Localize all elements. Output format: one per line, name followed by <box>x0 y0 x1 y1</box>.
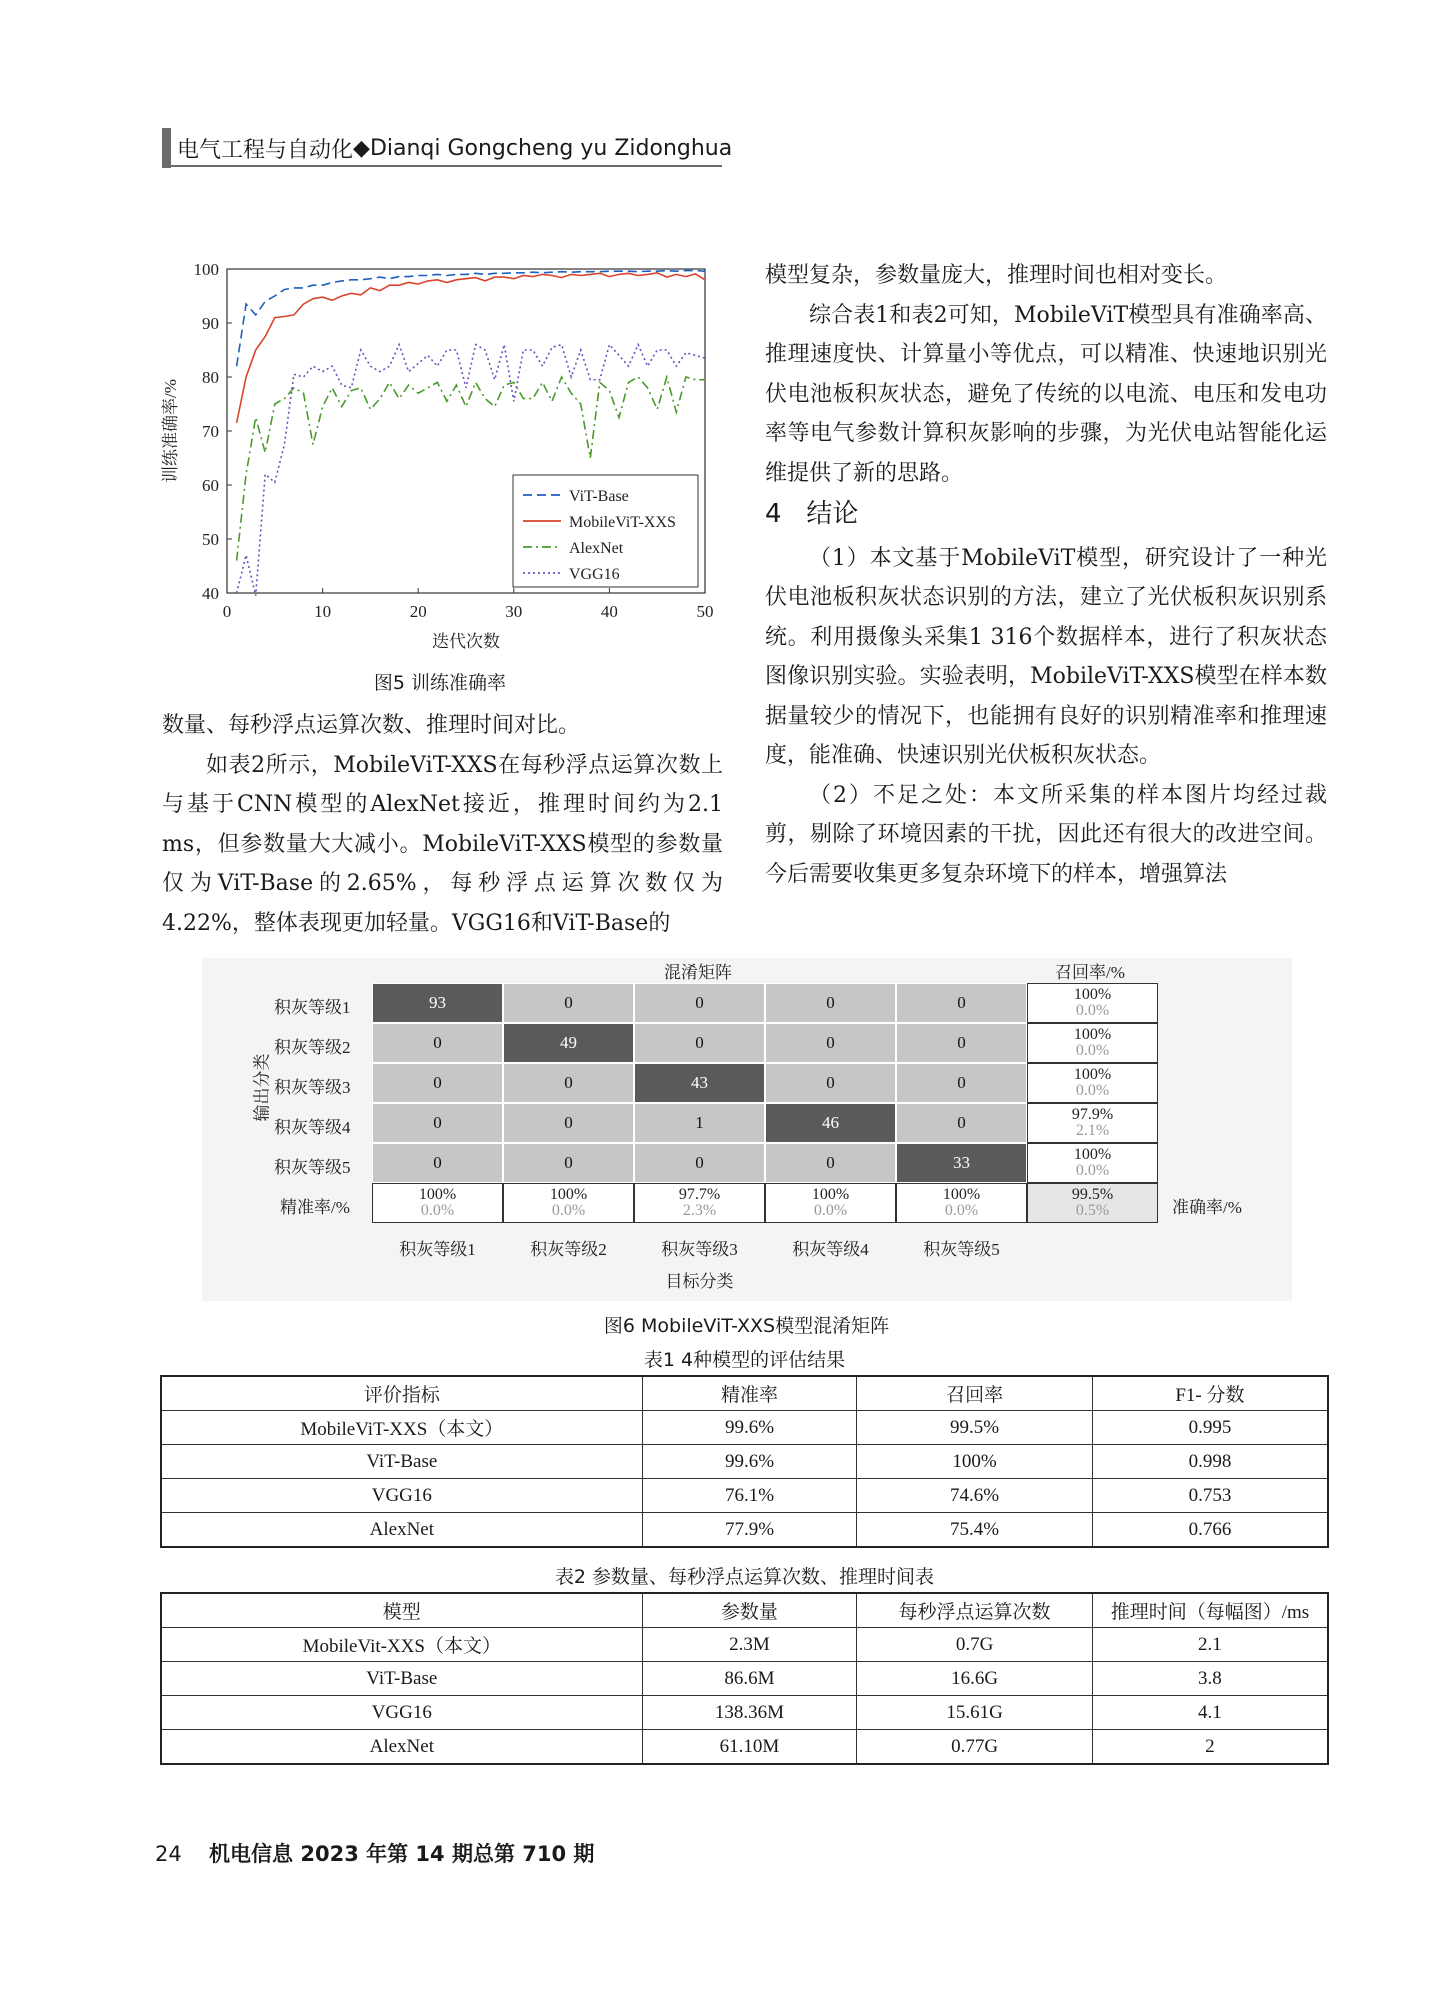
table-cell: 76.1% <box>642 1479 857 1513</box>
left-paragraph-2: 如表2所示，MobileViT-XXS在每秒浮点运算次数上与基于CNN模型的AlexNet接近，推理时间约为2.1 ms，但参数量大大减小。MobileViT-XXS模型的参数量仅为ViT-Base的2.65%，每秒浮点运算次数仅为4.22%，整体表现更加轻量。VGG16和ViT-Base的 <box>162 752 723 936</box>
column-class-label: 积灰等级4 <box>792 1240 869 1259</box>
y-tick-label: 50 <box>202 530 219 549</box>
table-cell: 0.77G <box>857 1730 1093 1765</box>
matrix-cell: 49 <box>503 1023 634 1063</box>
evaluation-table <box>160 1375 1329 1548</box>
table-cell: VGG16 <box>161 1479 642 1513</box>
table-cell: MobileViT-XXS（本文） <box>161 1411 642 1445</box>
column-header: F1- 分数 <box>1092 1376 1328 1411</box>
legend-label: VGG16 <box>569 566 620 583</box>
pct-error: 0.0% <box>1075 1002 1110 1019</box>
figure5-caption: 图5 训练准确率 <box>373 672 507 694</box>
pct-error: 0.0% <box>944 1202 979 1219</box>
x-tick-label: 40 <box>600 602 618 621</box>
y-tick-label: 40 <box>202 584 219 603</box>
pct-correct: 100% <box>1073 986 1112 1003</box>
table-cell: 0.998 <box>1092 1445 1328 1479</box>
table-row <box>161 1445 1328 1479</box>
column-header: 参数量 <box>642 1593 857 1628</box>
recall-header: 召回率/% <box>1055 963 1125 982</box>
column-header: 模型 <box>161 1593 642 1628</box>
journal-name-cn: 电气工程与自动化 <box>177 137 354 163</box>
precision-row-label: 精准率/% <box>280 1198 350 1217</box>
left-column-text <box>162 706 723 943</box>
params-table <box>160 1592 1329 1765</box>
column-class-label: 积灰等级3 <box>661 1240 738 1259</box>
column-header: 推理时间（每幅图）/ms <box>1092 1593 1328 1628</box>
pct-error: 2.1% <box>1075 1122 1110 1139</box>
precision-cell <box>765 1183 896 1223</box>
table-cell: 86.6M <box>642 1662 857 1696</box>
matrix-cell: 0 <box>896 1023 1027 1063</box>
training-accuracy-chart <box>160 255 720 655</box>
matrix-cell: 0 <box>634 983 765 1023</box>
table-cell: 15.61G <box>857 1696 1093 1730</box>
x-tick-label: 0 <box>222 602 232 621</box>
right-paragraph-2: 综合表1和表2可知，MobileViT模型具有准确率高、推理速度快、计算量小等优点，可以精准、快速地识别光伏电池板积灰状态，避免了传统的以电流、电压和发电功率等电气参数计算积灰影响的步骤，为光伏电站智能化运维提供了新的思路。 <box>765 302 1327 486</box>
matrix-cell: 43 <box>634 1063 765 1103</box>
matrix-cell: 0 <box>503 1103 634 1143</box>
column-class-label: 积灰等级2 <box>530 1240 607 1259</box>
recall-cell <box>1027 983 1158 1023</box>
legend-label: MobileViT-XXS <box>569 514 676 531</box>
header-bar <box>162 128 171 168</box>
table-cell: ViT-Base <box>161 1662 642 1696</box>
column-class-label: 积灰等级1 <box>399 1240 476 1259</box>
y-tick-label: 90 <box>202 314 219 333</box>
matrix-cell: 0 <box>634 1023 765 1063</box>
right-paragraph-1: 模型复杂，参数量庞大，推理时间也相对变长。 <box>765 263 1228 288</box>
matrix-cell: 33 <box>896 1143 1027 1183</box>
matrix-cell: 0 <box>634 1143 765 1183</box>
precision-cell <box>896 1183 1027 1223</box>
recall-cell <box>1027 1143 1158 1183</box>
precision-cell <box>634 1183 765 1223</box>
table-cell: 3.8 <box>1092 1662 1328 1696</box>
column-header: 评价指标 <box>161 1376 642 1411</box>
matrix-cell: 0 <box>503 1063 634 1103</box>
right-paragraph-3: （1）本文基于MobileViT模型，研究设计了一种光伏电池板积灰状态识别的方法，建立了光伏板积灰识别系统。利用摄像头采集1 316个数据样本，进行了积灰状态图像识别实验。实验表明，MobileViT-XXS模型在样本数据量较少的情况下，也能拥有良好的识别精准率和推理速度，能准确、快速识别光伏板积灰状态。 <box>765 545 1327 768</box>
pct-correct: 100% <box>811 1186 850 1203</box>
y-tick-label: 100 <box>193 260 219 279</box>
pct-error: 0.0% <box>1075 1162 1110 1179</box>
matrix-cell: 0 <box>503 983 634 1023</box>
journal-name-pinyin: Dianqi Gongcheng yu Zidonghua <box>369 135 733 161</box>
x-tick-label: 20 <box>409 602 427 621</box>
x-tick-label: 10 <box>314 602 332 621</box>
table-cell: 2.1 <box>1092 1628 1328 1662</box>
table-cell: AlexNet <box>161 1513 642 1548</box>
pct-correct: 100% <box>1073 1146 1112 1163</box>
pct-error: 0.0% <box>1075 1042 1110 1059</box>
table-cell: 74.6% <box>857 1479 1093 1513</box>
pct-correct: 100% <box>1073 1066 1112 1083</box>
column-class-label: 积灰等级5 <box>923 1240 1000 1259</box>
x-tick-label: 50 <box>696 602 714 621</box>
table-cell: 99.6% <box>642 1445 857 1479</box>
table-cell: 16.6G <box>857 1662 1093 1696</box>
section-number: 4 <box>765 499 782 529</box>
legend-label: AlexNet <box>569 540 624 557</box>
y-tick-label: 60 <box>202 476 219 495</box>
matrix-cell: 0 <box>372 1103 503 1143</box>
matrix-cell: 0 <box>896 983 1027 1023</box>
pct-error: 0.0% <box>551 1202 586 1219</box>
pct-error: 0.0% <box>813 1202 848 1219</box>
table-row <box>161 1411 1328 1445</box>
matrix-cell: 0 <box>896 1103 1027 1143</box>
figure5-chart <box>160 255 720 655</box>
precision-cell <box>372 1183 503 1223</box>
accuracy-cell <box>1027 1183 1158 1223</box>
x-axis-label: 迭代次数 <box>432 632 500 651</box>
column-header: 精准率 <box>642 1376 857 1411</box>
recall-cell <box>1027 1103 1158 1143</box>
precision-cell <box>503 1183 634 1223</box>
table-cell: 2.3M <box>642 1628 857 1662</box>
table-row <box>161 1513 1328 1548</box>
matrix-cell: 0 <box>765 1023 896 1063</box>
matrix-cell: 93 <box>372 983 503 1023</box>
header-rule <box>162 165 722 167</box>
output-class-axis-label: 输出分类 <box>252 1053 272 1122</box>
matrix-cell: 0 <box>896 1063 1027 1103</box>
table-cell: ViT-Base <box>161 1445 642 1479</box>
matrix-cell: 0 <box>372 1063 503 1103</box>
column-header: 召回率 <box>857 1376 1093 1411</box>
y-tick-label: 80 <box>202 368 219 387</box>
table-cell: VGG16 <box>161 1696 642 1730</box>
running-header <box>162 128 732 168</box>
page-footer <box>155 1838 594 1868</box>
table2-wrapper <box>160 1592 1329 1765</box>
target-class-axis-label: 目标分类 <box>665 1272 734 1291</box>
table-row <box>161 1730 1328 1765</box>
pct-error: 0.5% <box>1075 1202 1110 1219</box>
footer-journal-issue: 机电信息 2023 年第 14 期总第 710 期 <box>209 1842 595 1866</box>
matrix-cell: 0 <box>372 1023 503 1063</box>
table-cell: 99.5% <box>857 1411 1093 1445</box>
table-cell: MobileVit-XXS（本文） <box>161 1628 642 1662</box>
right-column-text <box>765 256 1327 894</box>
y-axis-label: 训练准确率/% <box>161 379 180 483</box>
right-paragraph-4: （2）不足之处：本文所采集的样本图片均经过裁剪，剔除了环境因素的干扰，因此还有很大的改进空间。今后需要收集更多复杂环境下的样本，增强算法 <box>765 782 1327 887</box>
matrix-cell: 0 <box>765 1063 896 1103</box>
table-row <box>161 1662 1328 1696</box>
matrix-cell: 0 <box>503 1143 634 1183</box>
pct-correct: 97.9% <box>1071 1106 1114 1123</box>
row-class-label: 积灰等级1 <box>274 998 351 1017</box>
pct-correct: 97.7% <box>678 1186 721 1203</box>
pct-correct: 100% <box>942 1186 981 1203</box>
pct-error: 2.3% <box>682 1202 717 1219</box>
table-cell: 99.6% <box>642 1411 857 1445</box>
table1-wrapper <box>160 1375 1329 1548</box>
pct-error: 0.0% <box>1075 1082 1110 1099</box>
table-cell: 2 <box>1092 1730 1328 1765</box>
table-cell: 4.1 <box>1092 1696 1328 1730</box>
table-cell: 138.36M <box>642 1696 857 1730</box>
page-number: 24 <box>155 1842 182 1866</box>
table-cell: 61.10M <box>642 1730 857 1765</box>
row-class-label: 积灰等级2 <box>274 1038 351 1057</box>
pct-correct: 100% <box>1073 1026 1112 1043</box>
header-separator: ◆ <box>353 135 370 161</box>
matrix-cell: 0 <box>765 1143 896 1183</box>
table-header-row <box>161 1376 1328 1411</box>
recall-cell <box>1027 1023 1158 1063</box>
table-cell: 0.995 <box>1092 1411 1328 1445</box>
table-row <box>161 1696 1328 1730</box>
section-heading <box>765 495 1327 535</box>
row-class-label: 积灰等级3 <box>274 1078 351 1097</box>
legend-label: ViT-Base <box>569 488 629 505</box>
table-cell: 100% <box>857 1445 1093 1479</box>
matrix-cell: 1 <box>634 1103 765 1143</box>
matrix-cell: 0 <box>372 1143 503 1183</box>
table-cell: 0.753 <box>1092 1479 1328 1513</box>
row-class-label: 积灰等级4 <box>274 1118 351 1137</box>
table-cell: 77.9% <box>642 1513 857 1548</box>
table-header-row <box>161 1593 1328 1628</box>
table-cell: 0.766 <box>1092 1513 1328 1548</box>
pct-correct: 100% <box>418 1186 457 1203</box>
column-header: 每秒浮点运算次数 <box>857 1593 1093 1628</box>
pct-correct: 99.5% <box>1071 1186 1114 1203</box>
pct-error: 0.0% <box>420 1202 455 1219</box>
confusion-matrix-title: 混淆矩阵 <box>664 963 732 982</box>
table-row <box>161 1479 1328 1513</box>
matrix-cell: 46 <box>765 1103 896 1143</box>
matrix-cell: 0 <box>765 983 896 1023</box>
table1-caption: 表1 4种模型的评估结果 <box>643 1349 846 1371</box>
table-cell: 0.7G <box>857 1628 1093 1662</box>
table2-caption: 表2 参数量、每秒浮点运算次数、推理时间表 <box>554 1566 935 1588</box>
table-cell: AlexNet <box>161 1730 642 1765</box>
figure6-caption: 图6 MobileViT-XXS模型混淆矩阵 <box>603 1315 890 1337</box>
recall-cell <box>1027 1063 1158 1103</box>
pct-correct: 100% <box>549 1186 588 1203</box>
row-class-label: 积灰等级5 <box>274 1158 351 1177</box>
section-title: 结论 <box>806 499 859 529</box>
left-paragraph-1: 数量、每秒浮点运算次数、推理时间对比。 <box>162 713 581 738</box>
x-tick-label: 30 <box>505 602 523 621</box>
table-cell: 75.4% <box>857 1513 1093 1548</box>
y-tick-label: 70 <box>202 422 219 441</box>
confusion-matrix-figure <box>202 958 1292 1301</box>
table-row <box>161 1628 1328 1662</box>
accuracy-label: 准确率/% <box>1172 1198 1242 1217</box>
